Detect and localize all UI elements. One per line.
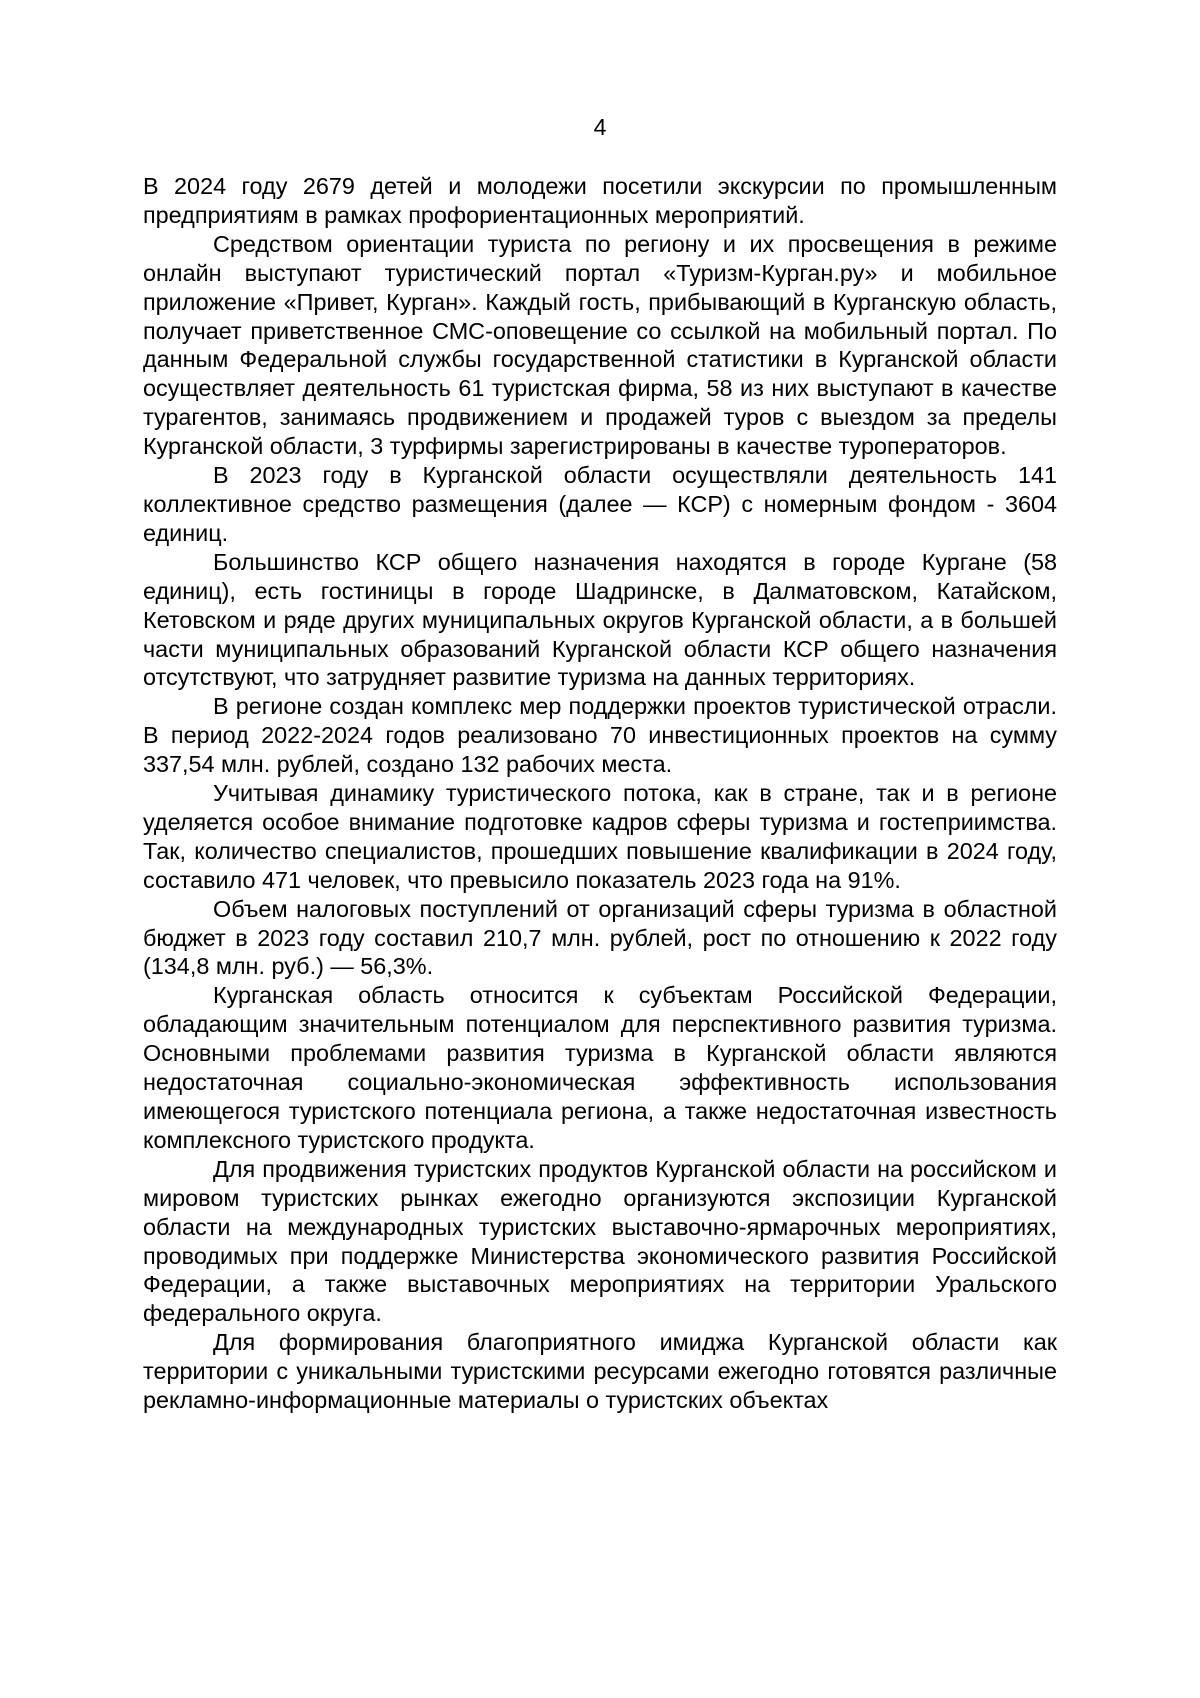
- document-body: [143, 172, 1057, 1415]
- paragraph: В 2023 году в Курганской области осуществляли деятельность 141 коллективное средство размещения (далее — КСР) с номерным фондом - 3604 единиц.: [143, 462, 1057, 546]
- paragraph: Для формирования благоприятного имиджа Курганской области как территории с уникальными туристскими ресурсами ежегодно готовятся различные рекламно-информационные материалы о туристских объектах: [143, 1329, 1057, 1414]
- paragraph: Объем налоговых поступлений от организаций сферы туризма в областной бюджет в 2023 году составил 210,7 млн. рублей, рост по отношению к 2022 году (134,8 млн. руб.) — 56,3%.: [143, 895, 1057, 980]
- paragraph: В 2024 году 2679 детей и молодежи посетили экскурсии по промышленным предприятиям в рамках профориентационных мероприятий.: [143, 173, 1057, 228]
- page-number: 4: [593, 114, 607, 140]
- paragraph: Курганская область относится к субъектам Российской Федерации, обладающим значительным потенциалом для перспективного развития туризма. Основными проблемами развития туризма в Курганской области являются недостаточная социально-экономическая эффективность использования имеющегося туристского потенциала региона, а также недостаточная известность комплексного туристского продукта.: [143, 982, 1057, 1153]
- paragraph: Большинство КСР общего назначения находятся в городе Кургане (58 единиц), есть гостиницы в городе Шадринске, в Далматовском, Катайском, Кетовском и ряде других муниципальных округов Курганской области, а в большей части муниципальных образований Курганской области КСР общего назначения отсутствуют, что затрудняет развитие туризма на данных территориях.: [143, 548, 1057, 691]
- paragraph: Учитывая динамику туристического потока, как в стране, так и в регионе уделяется особое внимание подготовке кадров сферы туризма и гостеприимства. Так, количество специалистов, прошедших повышение квалификации в 2024 году, составило 471 человек, что превысило показатель 2023 года на 91%.: [143, 780, 1057, 893]
- paragraph: Средством ориентации туриста по региону и их просвещения в режиме онлайн выступают туристический портал «Туризм-Курган.ру» и мобильное приложение «Привет, Курган». Каждый гость, прибывающий в Курганскую область, получает приветственное СМС-оповещение со ссылкой на мобильный портал. По данным Федеральной службы государственной статистики в Курганской области осуществляет деятельность 61 туристская фирма, 58 из них выступают в качестве турагентов, занимаясь продвижением и продажей туров с выездом за пределы Курганской области, 3 турфирмы зарегистрированы в качестве туроператоров.: [143, 230, 1057, 460]
- paragraph: Для продвижения туристских продуктов Курганской области на российском и мировом туристских рынках ежегодно организуются экспозиции Курганской области на международных туристских выставочно-ярмарочных мероприятиях, проводимых при поддержке Министерства экономического развития Российской Федерации, а также выставочных мероприятиях на территории Уральского федерального округа.: [143, 1155, 1057, 1327]
- paragraph: В регионе создан комплекс мер поддержки проектов туристической отрасли. В период 2022-2024 годов реализовано 70 инвестиционных проектов на сумму 337,54 млн. рублей, создано 132 рабочих места.: [143, 693, 1057, 778]
